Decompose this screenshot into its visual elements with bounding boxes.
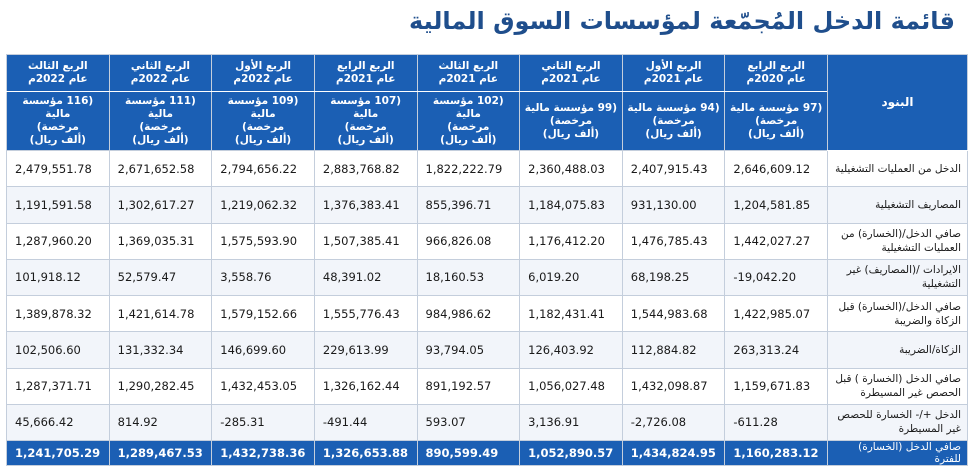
row-value: -491.44 — [314, 404, 417, 440]
total-label: صافي الدخل (الخسارة) للفترة — [828, 441, 968, 466]
period-year: عام 2021م — [335, 73, 396, 85]
row-value: 1,191,591.58 — [7, 187, 110, 223]
row-value: 2,794,656.22 — [212, 151, 315, 187]
row-value: 1,176,412.20 — [520, 223, 623, 259]
period-licensed: مرخصة) — [652, 114, 695, 127]
period-institutions-header — [314, 92, 417, 151]
period-count: (102 مؤسسة مالية — [432, 95, 504, 120]
period-year: عام 2021م — [541, 73, 601, 85]
income-statement-table — [6, 54, 968, 466]
row-value: 101,918.12 — [7, 259, 110, 295]
row-value: 855,396.71 — [417, 187, 520, 223]
row-value: 18,160.53 — [417, 259, 520, 295]
period-unit: (ألف ريال) — [132, 134, 189, 146]
table-row — [7, 223, 968, 259]
row-value: 1,219,062.32 — [212, 187, 315, 223]
period-header — [212, 55, 315, 92]
period-quarter: الربع الرابع — [747, 60, 805, 72]
period-header — [725, 55, 828, 92]
period-count: (116 مؤسسة مالية — [22, 95, 94, 120]
period-quarter: الربع الرابع — [336, 60, 395, 72]
period-unit: (ألف ريال) — [337, 134, 394, 146]
period-count: (94 مؤسسة مالية — [627, 101, 720, 114]
row-value: -285.31 — [212, 404, 315, 440]
row-value: 263,313.24 — [725, 332, 828, 368]
row-value: 1,184,075.83 — [520, 187, 623, 223]
row-value: 6,019.20 — [520, 259, 623, 295]
table-row — [7, 151, 968, 187]
row-value: 984,986.62 — [417, 296, 520, 332]
row-value: 1,555,776.43 — [314, 296, 417, 332]
period-count: (99 مؤسسة مالية — [524, 101, 618, 114]
row-value: 1,369,035.31 — [109, 223, 212, 259]
total-value: 1,432,738.36 — [212, 441, 315, 466]
period-count: (109 مؤسسة مالية — [227, 95, 299, 120]
period-quarter: الربع الثالث — [27, 60, 88, 72]
row-value: 48,391.02 — [314, 259, 417, 295]
row-value: 1,287,371.71 — [7, 368, 110, 404]
period-institutions-header — [417, 92, 520, 151]
row-value: 1,432,453.05 — [212, 368, 315, 404]
row-label: الايرادات /(المصاريف) غير التشغيلية — [828, 259, 968, 295]
period-year: عام 2020م — [746, 73, 806, 85]
row-value: 3,136.91 — [520, 404, 623, 440]
row-value: 1,442,027.27 — [725, 223, 828, 259]
row-value: 593.07 — [417, 404, 520, 440]
row-value: 1,575,593.90 — [212, 223, 315, 259]
row-value: 1,326,162.44 — [314, 368, 417, 404]
period-quarter: الربع الثاني — [541, 60, 601, 72]
period-quarter: الربع الثالث — [438, 60, 499, 72]
row-value: 68,198.25 — [622, 259, 725, 295]
period-licensed: مرخصة) — [242, 121, 285, 133]
period-header — [109, 55, 212, 92]
total-value: 1,326,653.88 — [314, 441, 417, 466]
row-value: 1,182,431.41 — [520, 296, 623, 332]
table-row — [7, 296, 968, 332]
row-value: 45,666.42 — [7, 404, 110, 440]
row-label: صافي الدخل/(الخسارة) قبل الزكاة والضريبة — [828, 296, 968, 332]
period-institutions-header — [212, 92, 315, 151]
row-value: 112,884.82 — [622, 332, 725, 368]
period-quarter: الربع الأول — [235, 60, 292, 72]
period-year: عام 2021م — [438, 73, 499, 85]
period-count: (97 مؤسسة مالية — [730, 101, 823, 114]
row-value: 2,646,609.12 — [725, 151, 828, 187]
period-count: (111 مؤسسة مالية — [125, 95, 196, 120]
row-value: -19,042.20 — [725, 259, 828, 295]
row-value: 126,403.92 — [520, 332, 623, 368]
page-title: قائمة الدخل المُجمّعة لمؤسسات السوق المالية — [409, 7, 955, 35]
period-count: (107 مؤسسة مالية — [330, 95, 402, 120]
total-value: 890,599.49 — [417, 441, 520, 466]
row-label: الدخل +/- الخسارة للحصص غير المسيطرة — [828, 404, 968, 440]
period-year: عام 2021م — [643, 73, 704, 85]
period-institutions-header — [109, 92, 212, 151]
period-unit: (ألف ريال) — [645, 127, 702, 140]
row-label: الزكاة/الضريبة — [828, 332, 968, 368]
row-label: المصاريف التشغيلية — [828, 187, 968, 223]
period-institutions-header — [520, 92, 623, 151]
period-quarter: الربع الثاني — [130, 60, 191, 72]
period-header — [7, 55, 110, 92]
table-row — [7, 259, 968, 295]
period-institutions-header — [725, 92, 828, 151]
total-value: 1,052,890.57 — [520, 441, 623, 466]
period-header — [520, 55, 623, 92]
period-licensed: مرخصة) — [447, 121, 490, 133]
row-value: 3,558.76 — [212, 259, 315, 295]
row-value: 1,579,152.66 — [212, 296, 315, 332]
row-value: 931,130.00 — [622, 187, 725, 223]
row-value: 229,613.99 — [314, 332, 417, 368]
period-quarter: الربع الأول — [645, 60, 702, 72]
total-value: 1,160,283.12 — [725, 441, 828, 466]
row-value: 1,302,617.27 — [109, 187, 212, 223]
table-row — [7, 332, 968, 368]
period-year: عام 2022م — [233, 73, 293, 85]
items-column-header: البنود — [828, 55, 968, 151]
row-value: 1,544,983.68 — [622, 296, 725, 332]
row-value: -611.28 — [725, 404, 828, 440]
row-value: 102,506.60 — [7, 332, 110, 368]
total-value: 1,289,467.53 — [109, 441, 212, 466]
period-licensed: مرخصة) — [755, 114, 798, 127]
row-value: 1,290,282.45 — [109, 368, 212, 404]
period-unit: (ألف ريال) — [440, 134, 497, 146]
row-value: 146,699.60 — [212, 332, 315, 368]
period-institutions-header — [622, 92, 725, 151]
row-value: 1,159,671.83 — [725, 368, 828, 404]
total-value: 1,241,705.29 — [7, 441, 110, 466]
period-licensed: مرخصة) — [139, 121, 182, 133]
row-value: 2,883,768.82 — [314, 151, 417, 187]
row-value: 1,056,027.48 — [520, 368, 623, 404]
row-value: 2,671,652.58 — [109, 151, 212, 187]
row-value: 966,826.08 — [417, 223, 520, 259]
period-unit: (ألف ريال) — [234, 134, 292, 146]
total-value: 1,434,824.95 — [622, 441, 725, 466]
row-value: 1,432,098.87 — [622, 368, 725, 404]
period-licensed: مرخصة) — [36, 121, 79, 133]
row-label: الدخل من العمليات التشغيلية — [828, 151, 968, 187]
row-value: 52,579.47 — [109, 259, 212, 295]
row-value: 2,360,488.03 — [520, 151, 623, 187]
table-row — [7, 368, 968, 404]
period-unit: (ألف ريال) — [748, 127, 805, 140]
row-value: 1,204,581.85 — [725, 187, 828, 223]
row-value: 1,422,985.07 — [725, 296, 828, 332]
period-year: عام 2022م — [28, 73, 88, 85]
row-value: 2,479,551.78 — [7, 151, 110, 187]
period-licensed: مرخصة) — [549, 114, 592, 127]
period-year: عام 2022م — [130, 73, 191, 85]
table-row — [7, 404, 968, 440]
table-body — [7, 151, 968, 441]
period-header — [622, 55, 725, 92]
row-value: 131,332.34 — [109, 332, 212, 368]
row-value: 2,407,915.43 — [622, 151, 725, 187]
table-footer — [7, 441, 968, 466]
period-header — [314, 55, 417, 92]
period-unit: (ألف ريال) — [542, 127, 600, 140]
table-row — [7, 187, 968, 223]
row-value: -2,726.08 — [622, 404, 725, 440]
period-unit: (ألف ريال) — [29, 134, 86, 146]
row-value: 1,476,785.43 — [622, 223, 725, 259]
row-label: صافي الدخل (الخسارة ) قبل الحصص غير المسيطرة — [828, 368, 968, 404]
row-value: 93,794.05 — [417, 332, 520, 368]
row-value: 1,376,383.41 — [314, 187, 417, 223]
period-institutions-header — [7, 92, 110, 151]
table-header — [7, 55, 968, 151]
row-value: 814.92 — [109, 404, 212, 440]
row-label: صافي الدخل/(الخسارة) من العمليات التشغيلية — [828, 223, 968, 259]
row-value: 1,389,878.32 — [7, 296, 110, 332]
row-value: 1,421,614.78 — [109, 296, 212, 332]
period-header — [417, 55, 520, 92]
total-row — [7, 441, 968, 466]
row-value: 1,822,222.79 — [417, 151, 520, 187]
period-licensed: مرخصة) — [344, 121, 387, 133]
row-value: 1,507,385.41 — [314, 223, 417, 259]
row-value: 891,192.57 — [417, 368, 520, 404]
row-value: 1,287,960.20 — [7, 223, 110, 259]
